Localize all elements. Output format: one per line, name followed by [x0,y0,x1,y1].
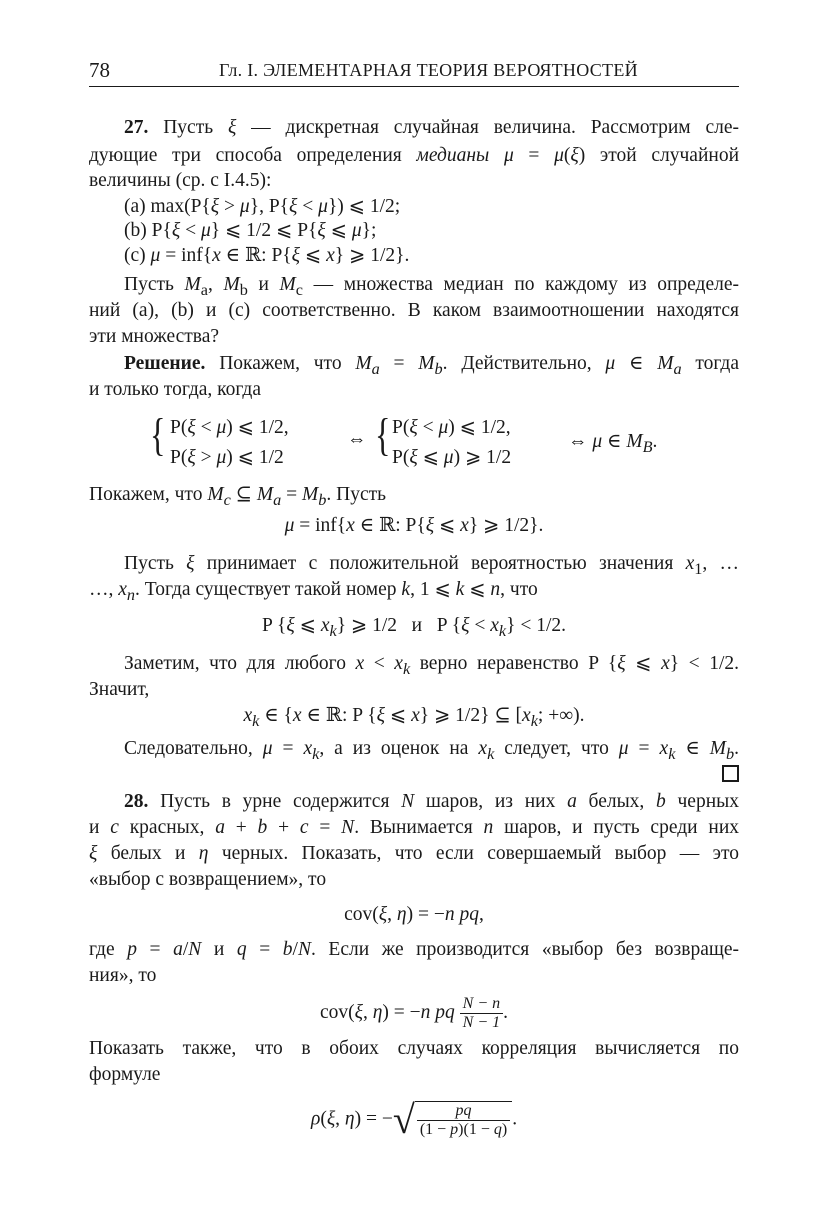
text-line-l19: $x_k$ ∈ {x ∈ ℝ: P {ξ ⩽ x} ⩾ 1/2} ⊆ [$x_k$; +∞). [243,705,585,730]
text-line-l31: ρ(ξ, η) = −√ $\frac{pq}{(1 - p)(1 - q)}$ . [310,1097,518,1142]
right-brace: { [375,409,391,460]
qed-square [722,765,739,782]
text-line-l20: Следовательно, $\mu = x_k$, а из оценок на $x_k$ следует, что $\mu = x_k$ ∈ $M_b$. [124,738,740,763]
system-left-top: P(ξ < μ) ⩽ 1/2, [170,417,289,438]
text-line-l9: эти множества? [89,326,220,347]
text-line-l7: Пусть $M_a$, $M_b$ и $M_c$ — множества медиан по каждому из определе- [124,274,740,299]
text-line-l13: μ = inf{x ∈ ℝ: P{ξ ⩽ x} ⩾ 1/2}. [284,515,544,536]
text-line-l29: Показать также, что в обоих случаях корреляция вычисляется по [89,1038,739,1059]
text-line-l15: …, $x_n$. Тогда существует такой номер k, 1 ⩽ k ⩽ n, что [89,579,538,604]
text-line-l4: (a) max(P{ξ > μ}, P{ξ < μ}) ⩽ 1/2; [124,196,401,217]
running-header [89,58,739,87]
text-line-l18: Значит, [89,679,150,700]
text-line-l1: 27. Пусть ξ — дискретная случайная величина. Рассмотрим сле- [124,117,739,138]
chapter-title: Гл. I. ЭЛЕМЕНТАРНАЯ ТЕОРИЯ ВЕРОЯТНОСТЕЙ [219,60,638,80]
system-right-bottom: P(ξ ⩽ μ) ⩾ 1/2 [392,447,512,468]
text-line-l26: где p = a/N и q = b/N. Если же производится «выбор без возвраще- [89,939,740,960]
text-line-l6: (c) μ = inf{x ∈ ℝ: P{ξ ⩽ x} ⩾ 1/2}. [124,245,410,266]
text-line-l28: cov(ξ, η) = −n pq $\frac{N - n}{N - 1}$ . [319,995,509,1031]
text-line-l17: Заметим, что для любого $x < x_k$ верно неравенство P {ξ ⩽ x} < 1/2. [124,653,739,678]
text-line-l27: ния», то [89,965,157,986]
text-line-l12: Покажем, что $M_c$ ⊆ $M_a = M_b$. Пусть [89,484,387,509]
system-right-top: P(ξ < μ) ⩽ 1/2, [392,417,511,438]
text-line-l3: величины (ср. с I.4.5): [89,170,272,191]
system-left-bottom: P(ξ > μ) ⩽ 1/2 [170,447,284,468]
text-line-l23: ξ белых и η черных. Показать, что если совершаемый выбор — это [89,843,740,864]
text-line-l11: и только тогда, когда [89,379,262,400]
text-line-l24: «выбор с возвращением», то [89,869,327,890]
page-number: 78 [89,58,110,82]
system-result: ⇔ μ ∈ $M_B$. [568,431,658,456]
text-line-l2: дующие три способа определения медианы μ = μ(ξ) этой случайной [89,145,740,166]
text-line-l10: Решение. Покажем, что $M_a = M_b$. Действительно, μ ∈ $M_a$ тогда [124,353,739,378]
text-line-l16: P {ξ ⩽ $x_k$} ⩾ 1/2 и P $\{\xi < x_k\} < 1/2$. [262,615,566,640]
left-brace: { [150,409,166,460]
text-line-l14: Пусть ξ принимает с положительной вероятностью значения $x_1$, … [124,553,740,578]
equivalence-arrow: ⇔ [347,429,367,450]
text-line-l8: ний (a), (b) и (c) соответственно. В каком взаимоотношении находятся [89,300,739,321]
text-line-l30: формуле [89,1064,161,1085]
text-line-l25: cov(ξ, η) = −n pq, [344,904,484,925]
text-line-l22: и c красных, a + b + c = N. Вынимается n шаров, и пусть среди них [89,817,740,838]
text-line-l21: 28. Пусть в урне содержится N шаров, из них a белых, b черных [124,791,740,812]
text-line-l5: (b) P{ξ < μ} ⩽ 1/2 ⩽ P{ξ ⩽ μ}; [124,220,377,241]
